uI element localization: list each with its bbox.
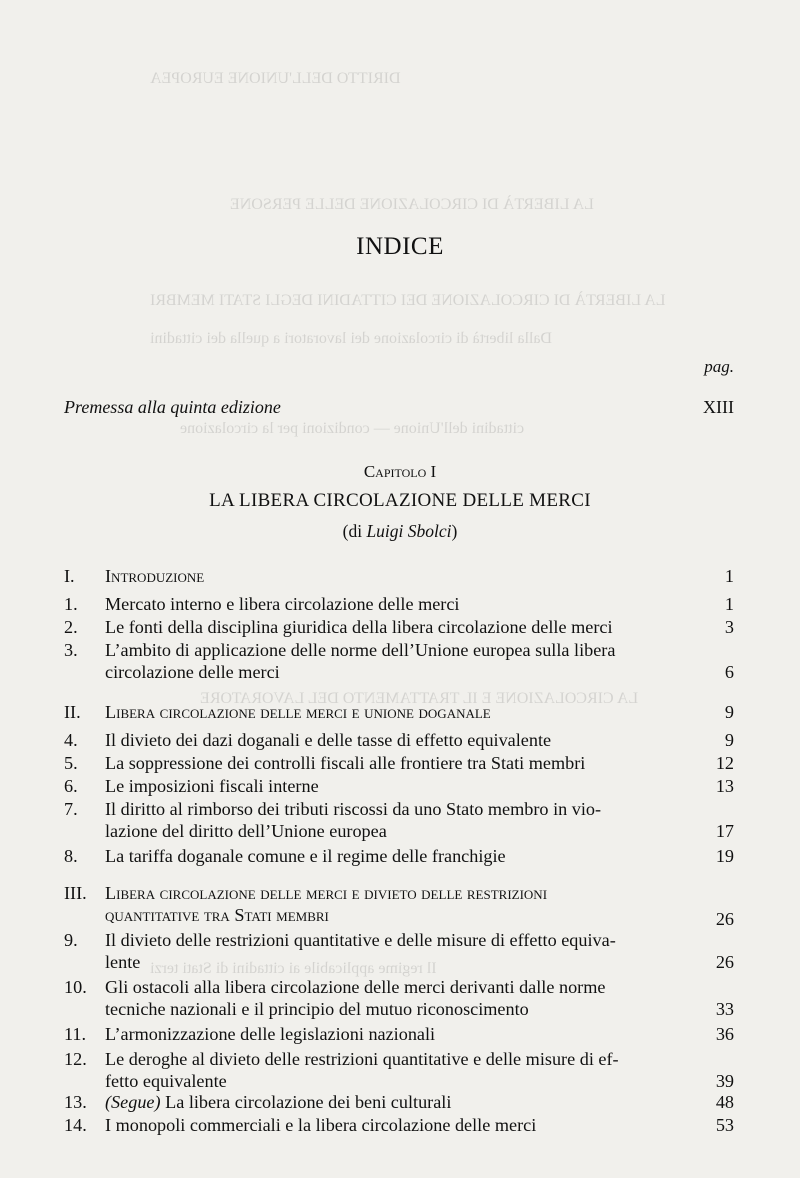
toc-entry[interactable] (64, 1023, 734, 1045)
toc-title (105, 565, 694, 587)
toc-title-line (105, 565, 694, 587)
toc-page-number: 1 (724, 594, 734, 614)
toc-number: 13. (64, 1092, 87, 1112)
toc-page-number: 6 (724, 662, 734, 682)
toc-number: 2. (64, 617, 78, 637)
toc-title-text: Gli ostacoli alla libera circolazione delle merci derivanti dalle norme (105, 977, 606, 997)
preface-entry[interactable] (64, 397, 734, 418)
preface-page: XIII (703, 397, 734, 417)
toc-number: 14. (64, 1115, 87, 1135)
toc-title (105, 1023, 694, 1045)
toc-number: 12. (64, 1049, 87, 1069)
toc-title-line (105, 882, 694, 904)
toc-entry[interactable] (64, 593, 734, 615)
toc-page-number: 3 (724, 617, 734, 637)
chapter-number: Capitolo I (363, 462, 437, 481)
toc-section[interactable] (64, 565, 734, 587)
toc-number: 11. (64, 1024, 87, 1044)
toc-title (105, 729, 694, 751)
toc-page-number: 19 (715, 846, 734, 866)
toc-entry[interactable] (64, 616, 734, 638)
toc-page-number: 9 (724, 702, 734, 722)
toc-page-number: 48 (715, 1092, 734, 1112)
toc-title-text: circolazione delle merci (105, 662, 280, 682)
toc-page-number: 9 (724, 730, 734, 750)
toc-title-text: L’armonizzazione delle legislazioni nazionali (105, 1024, 436, 1044)
preface-label: Premessa alla quinta edizione (64, 397, 281, 417)
toc-entry[interactable] (64, 1114, 734, 1136)
toc-page-number: 33 (715, 999, 734, 1019)
toc-entry[interactable] (64, 775, 734, 797)
toc-title (105, 775, 694, 797)
page-title: INDICE (356, 233, 444, 260)
toc-number: 10. (64, 977, 87, 997)
toc-entry[interactable] (64, 1091, 734, 1113)
toc-entry[interactable] (64, 639, 734, 683)
toc-section[interactable] (64, 701, 734, 723)
toc-entry[interactable] (64, 1048, 734, 1092)
toc-title-line (105, 775, 694, 797)
toc-title-text: Il diritto al rimborso dei tributi riscossi da uno Stato membro in vio- (105, 799, 602, 819)
toc-title-text: lente (105, 952, 141, 972)
author-suffix: ) (451, 521, 458, 541)
toc-title-text: quantitative tra Stati membri (105, 905, 329, 925)
toc-title-text: lazione del diritto dell’Unione europea (105, 821, 387, 841)
toc-title (105, 1091, 694, 1113)
toc-title-line (105, 820, 694, 842)
toc-entry[interactable] (64, 729, 734, 751)
toc-page-number: 26 (715, 952, 734, 972)
toc-title-text: Mercato interno e libera circolazione delle merci (105, 594, 460, 614)
toc-title-line (105, 976, 694, 998)
toc-title-line (105, 729, 694, 751)
toc-entry[interactable] (64, 752, 734, 774)
toc-title-line (105, 929, 694, 951)
toc-title-text: Il divieto delle restrizioni quantitative e delle misure di effetto equiva- (105, 930, 616, 950)
toc-title-text: Il divieto dei dazi doganali e delle tasse di effetto equivalente (105, 730, 552, 750)
toc-title (105, 976, 694, 1020)
toc-title-line (105, 998, 694, 1020)
toc-title-line (105, 661, 694, 683)
toc-number: 9. (64, 930, 78, 950)
toc-section[interactable] (64, 882, 734, 929)
toc-title-line (105, 639, 694, 661)
toc-title-text: Libera circolazione delle merci e divieto delle restrizioni (105, 883, 548, 903)
toc-title-line (105, 1091, 694, 1113)
toc-page-number: 17 (715, 821, 734, 841)
toc-title-text: fetto equivalente (105, 1071, 227, 1091)
toc-number: 3. (64, 640, 78, 660)
toc-title-text: tecniche nazionali e il principio del mutuo riconoscimento (105, 999, 529, 1019)
toc-entry[interactable] (64, 929, 734, 973)
segue-label: (Segue) (105, 1092, 161, 1112)
toc-entry[interactable] (64, 976, 734, 1020)
toc-title (105, 929, 694, 973)
toc-title-line (105, 1048, 694, 1070)
toc-title-line (105, 845, 694, 867)
toc-entry[interactable] (64, 798, 734, 842)
toc-title-text: La libera circolazione dei beni culturali (160, 1092, 452, 1112)
toc-title (105, 639, 694, 683)
toc-number: 1. (64, 594, 78, 614)
author-name: Luigi Sbolci (366, 521, 452, 541)
toc-page-number: 53 (715, 1115, 734, 1135)
chapter-author (0, 521, 800, 542)
toc-title (105, 1048, 694, 1092)
toc-page-number: 12 (715, 753, 734, 773)
toc-title-text: Le deroghe al divieto delle restrizioni quantitative e delle misure di ef- (105, 1049, 619, 1069)
toc-title-text: Libera circolazione delle merci e unione doganale (105, 702, 491, 722)
toc-title-line (105, 1070, 694, 1092)
toc-title (105, 845, 694, 867)
toc-title (105, 798, 694, 842)
toc-page-number: 36 (715, 1024, 734, 1044)
toc-title-line (105, 904, 694, 926)
toc-number: 6. (64, 776, 78, 796)
toc-number: I. (64, 566, 75, 586)
toc-number: III. (64, 883, 87, 903)
page-column-label: pag. (704, 357, 734, 376)
toc-title-text: Introduzione (105, 566, 205, 586)
toc-title-text: Le imposizioni fiscali interne (105, 776, 319, 796)
toc-title-text: La soppressione dei controlli fiscali alle frontiere tra Stati membri (105, 753, 586, 773)
toc-number: 4. (64, 730, 78, 750)
toc-page-number: 39 (715, 1071, 734, 1091)
toc-title-line (105, 951, 694, 973)
toc-title (105, 882, 694, 926)
bleed-through-text: DIRITTO DELL'UNIONE EUROPEA LA LIBERTÀ DI CIRCOLAZIONE DELLE PERSONE LA LIBERTÀ DI CIRCOLAZIONE DEI CITTADINI DEGLI STATI MEMBRI Dalla libertà di circolazione dei lavoratori a quella dei cittadini cittadini dell'Unione — condizioni per la circolazione LA CIRCOLAZIONE E IL TRATTAMENTO DEL LAVORATORE Il regime applicabile ai cittadini di Stati terzi (150, 70, 666, 977)
toc-title (105, 752, 694, 774)
toc-title (105, 616, 694, 638)
toc-title-line (105, 701, 694, 723)
toc-number: 5. (64, 753, 78, 773)
toc-title-text: I monopoli commerciali e la libera circolazione delle merci (105, 1115, 537, 1135)
author-prefix: (di (342, 521, 367, 541)
toc-title-line (105, 1023, 694, 1045)
toc-page-number: 13 (715, 776, 734, 796)
chapter-title: LA LIBERA CIRCOLAZIONE DELLE MERCI (209, 490, 591, 511)
toc-number: 7. (64, 799, 78, 819)
toc-page-number: 1 (724, 566, 734, 586)
toc-title (105, 1114, 694, 1136)
toc-entry[interactable] (64, 845, 734, 867)
toc-title-line (105, 798, 694, 820)
toc-title-text: La tariffa doganale comune e il regime delle franchigie (105, 846, 506, 866)
toc-title-text: L’ambito di applicazione delle norme dell’Unione europea sulla libera (105, 640, 616, 660)
toc-number: II. (64, 702, 81, 722)
toc-title-line (105, 616, 694, 638)
toc-title-line (105, 593, 694, 615)
toc-page-number: 26 (715, 909, 734, 929)
toc-title (105, 701, 694, 723)
toc-title (105, 593, 694, 615)
toc-number: 8. (64, 846, 78, 866)
toc-title-line (105, 1114, 694, 1136)
toc-title-line (105, 752, 694, 774)
toc-title-text: Le fonti della disciplina giuridica della libera circolazione delle merci (105, 617, 613, 637)
